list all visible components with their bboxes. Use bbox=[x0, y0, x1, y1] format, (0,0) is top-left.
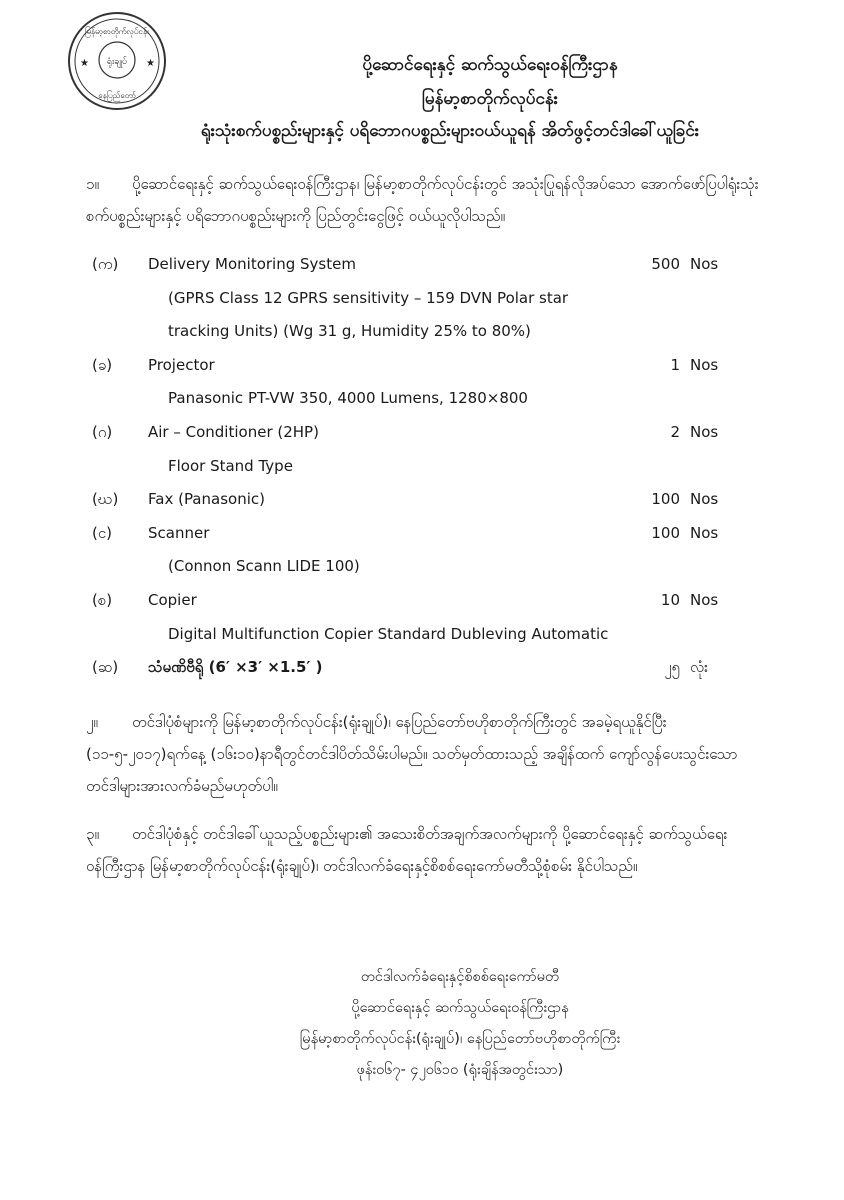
item-unit: Nos bbox=[690, 355, 719, 374]
item-mark: (င) bbox=[92, 523, 113, 542]
item-detail-row bbox=[86, 550, 766, 584]
item-quantity: 10 bbox=[660, 590, 680, 609]
signature-line: တင်ဒါလက်ခံရေးနှင့်စိစစ်ရေးကော်မတီ bbox=[360, 969, 560, 985]
ministry-heading: ပို့ဆောင်ရေးနှင့် ဆက်သွယ်ရေးဝန်ကြီးဌာန bbox=[362, 55, 618, 75]
svg-text:ရုံးချုပ်: ရုံးချုပ် bbox=[106, 57, 128, 67]
svg-text:★: ★ bbox=[80, 58, 89, 69]
svg-text:နေပြည်တော်: နေပြည်တော် bbox=[98, 91, 136, 100]
item-name: Fax (Panasonic) bbox=[148, 490, 265, 509]
item-name: Delivery Monitoring System bbox=[148, 255, 356, 273]
item-detail: Panasonic PT-VW 350, 4000 Lumens, 1280×800 bbox=[168, 389, 528, 408]
paragraph-2 bbox=[86, 706, 766, 802]
item-detail-row bbox=[86, 282, 766, 316]
item-name: Projector bbox=[148, 355, 215, 374]
item-detail: (GPRS Class 12 GPRS sensitivity – 159 DVN Polar star bbox=[168, 288, 569, 307]
item-detail-row bbox=[86, 382, 766, 416]
item-quantity: 500 bbox=[651, 255, 680, 273]
item-mark: (ဃ) bbox=[92, 490, 119, 509]
paragraph-text: တင်ဒါပုံစံများကို မြန်မာ့စာတိုက်လုပ်ငန်း(ရုံးချုပ်)၊ နေပြည်တော်ဗဟိုစာတိုက်ကြီးတွင် အခမဲ့ရယူနိုင်ပြီး (၁၁-၅-၂၀၁၇)ရက်နေ့ (၁၆း၁၀)နာရီတွင်တင်ဒါပိတ်သိမ်းပါမည်။ သတ်မှတ်ထားသည့် အချိန်ထက် ကျော်လွန်ပေးသွင်းသော တင်ဒါများအားလက်ခံမည်မဟုတ်ပါ။ bbox=[86, 713, 738, 795]
item-mark: (ခ) bbox=[92, 355, 113, 374]
paragraph-number: ၂။ bbox=[86, 713, 98, 731]
org-heading: မြန်မာ့စာတိုက်လုပ်ငန်း bbox=[422, 89, 558, 109]
item-list bbox=[86, 248, 766, 685]
item-name: Air – Conditioner (2HP) bbox=[148, 422, 319, 441]
item-detail: Floor Stand Type bbox=[168, 456, 293, 475]
item-unit: Nos bbox=[690, 490, 719, 509]
signature-line: ဖုန်း၀၆၇- ၄၂၀၆၁၀ (ရုံးချိန်အတွင်းသာ) bbox=[356, 1062, 564, 1078]
item-unit: လုံး bbox=[690, 658, 708, 677]
signature-line: ပို့ဆောင်ရေးနှင့် ဆက်သွယ်ရေးဝန်ကြီးဌာန bbox=[351, 1000, 569, 1016]
item-name: သံမဏိဗီရို (6′ ×3′ ×1.5′ ) bbox=[148, 658, 323, 677]
item-name: Scanner bbox=[148, 523, 210, 542]
item-mark: (စ) bbox=[92, 590, 113, 609]
paragraph-1 bbox=[86, 168, 766, 232]
paragraph-number: ၁။ bbox=[86, 175, 99, 193]
item-mark: (ဂ) bbox=[92, 422, 113, 441]
item-quantity: ၂၅ bbox=[664, 658, 680, 677]
item-detail-row bbox=[86, 450, 766, 484]
item-detail: (Connon Scann LIDE 100) bbox=[168, 557, 360, 576]
seal-logo-icon bbox=[66, 10, 168, 112]
list-item bbox=[86, 349, 766, 383]
item-unit: Nos bbox=[690, 590, 719, 609]
list-item bbox=[86, 416, 766, 450]
svg-text:မြန်မာ့စာတိုက်လုပ်ငန်း: မြန်မာ့စာတိုက်လုပ်ငန်း bbox=[85, 27, 149, 36]
item-quantity: 2 bbox=[670, 422, 680, 441]
item-quantity: 100 bbox=[651, 523, 680, 542]
item-unit: Nos bbox=[690, 523, 719, 542]
svg-text:★: ★ bbox=[146, 58, 155, 69]
item-unit: Nos bbox=[690, 255, 719, 273]
signature-block bbox=[180, 962, 740, 1086]
document-title: ရုံးသုံးစက်ပစ္စည်းများနှင့် ပရိဘောဂပစ္စည်းများဝယ်ယူရန် အိတ်ဖွင့်တင်ဒါခေါ်ယူခြင်း bbox=[200, 121, 700, 141]
list-item bbox=[86, 248, 766, 282]
item-unit: Nos bbox=[690, 422, 719, 441]
paragraph-3 bbox=[86, 818, 766, 882]
item-detail: Digital Multifunction Copier Standard Dubleving Automatic bbox=[168, 624, 609, 643]
item-quantity: 100 bbox=[651, 490, 680, 509]
list-item bbox=[86, 584, 766, 618]
signature-line: မြန်မာ့စာတိုက်လုပ်ငန်း(ရုံးချုပ်)၊ နေပြည်တော်ဗဟိုစာတိုက်ကြီး bbox=[299, 1031, 621, 1047]
item-detail: tracking Units) (Wg 31 g, Humidity 25% to 80%) bbox=[168, 322, 531, 341]
paragraph-number: ၃။ bbox=[86, 825, 99, 843]
paragraph-text: တင်ဒါပုံစံနှင့် တင်ဒါခေါ်ယူသည့်ပစ္စည်းများ၏ အသေးစိတ်အချက်အလက်များကို ပို့ဆောင်ရေးနှင့် ဆက်သွယ်ရေးဝန်ကြီးဌာန မြန်မာ့စာတိုက်လုပ်ငန်း(ရုံးချုပ်)၊ တင်ဒါလက်ခံရေးနှင့်စိစစ်ရေးကော်မတီသို့စုံစမ်း နိုင်ပါသည်။ bbox=[86, 825, 728, 875]
list-item bbox=[86, 483, 766, 517]
item-mark: (ဆ) bbox=[92, 658, 119, 677]
list-item bbox=[86, 651, 766, 685]
item-quantity: 1 bbox=[670, 355, 680, 374]
list-item bbox=[86, 517, 766, 551]
paragraph-text: ပို့ဆောင်ရေးနှင့် ဆက်သွယ်ရေးဝန်ကြီးဌာန၊ မြန်မာ့စာတိုက်လုပ်ငန်းတွင် အသုံးပြုရန်လိုအပ်သော အောက်ဖော်ပြပါရုံးသုံးစက်ပစ္စည်းများနှင့် ပရိဘောဂပစ္စည်းများကို ပြည်တွင်းငွေဖြင့် ဝယ်ယူလိုပါသည်။ bbox=[86, 175, 759, 225]
item-detail-row bbox=[86, 618, 766, 652]
item-name: Copier bbox=[148, 590, 197, 609]
item-detail-row bbox=[86, 315, 766, 349]
item-mark: (က) bbox=[92, 255, 119, 273]
